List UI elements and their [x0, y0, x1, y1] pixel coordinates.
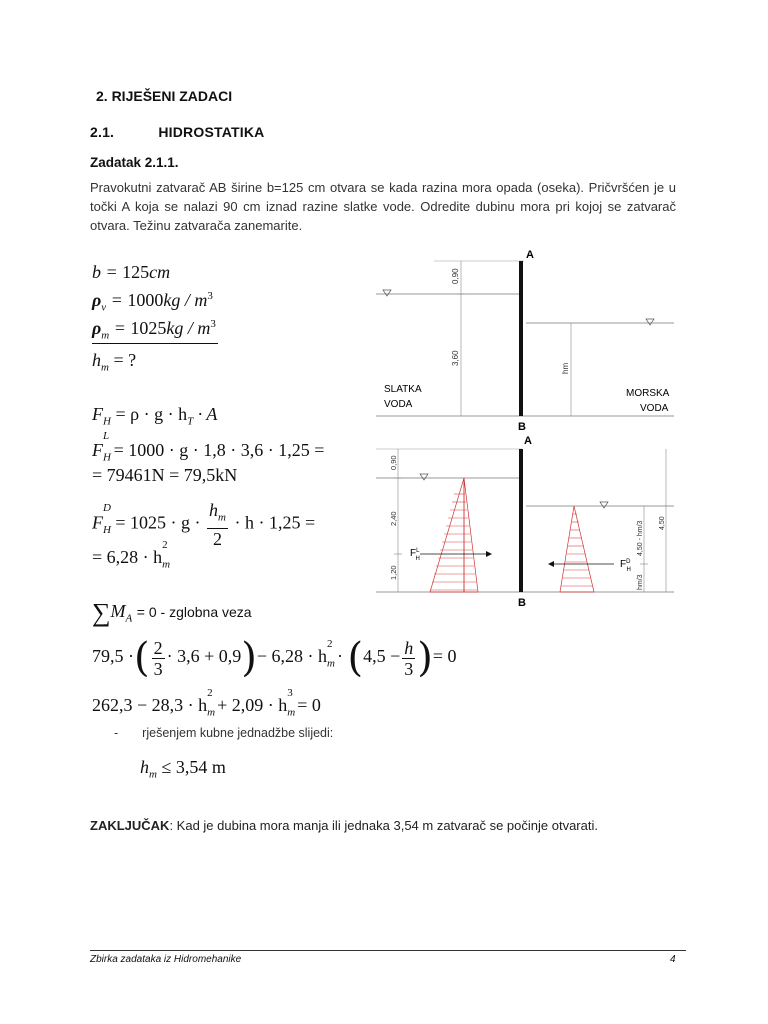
subsection-heading [90, 124, 264, 140]
pressure-diagram-left [464, 478, 478, 592]
eq-fhd-1: $F_H^D = 1025 \cdot g$ · $\frac{h_m}{2}$ · h · 1,25 = [92, 500, 316, 549]
eq-fhl-2: = 79461N = 79,5kN [92, 465, 238, 485]
eq-moment-sum: $\sum M_A = 0$ - zglobna veza [92, 598, 252, 627]
given-rho-m: $\rho_m = 1025kg / m^3$ [92, 318, 216, 342]
pressure-diagram-right [560, 506, 594, 592]
dim-240: 2,40 [389, 511, 398, 526]
conclusion-text: : Kad je dubina mora manja ili jednaka 3,54 m zatvarač se počinje otvarati. [169, 818, 598, 833]
pressure-hatch-right [561, 514, 593, 586]
given-b: b = 125cm [92, 262, 171, 282]
task-title: Zadatak 2.1.1. [90, 155, 179, 170]
dim-090: 0,90 [389, 455, 398, 470]
eq-fhl-1: $F_H^L = 1000 \cdot g \cdot 1,8 \cdot 3,6 \cdot 1,25$ = [92, 430, 325, 464]
water-level-icon [420, 474, 428, 480]
conclusion-label: ZAKLJUČAK [90, 818, 170, 833]
water-level-icon [383, 290, 391, 296]
dim-120: 1,20 [389, 565, 398, 580]
footer-title: Zbirka zadataka iz Hidromehanike [90, 954, 242, 965]
dim-090: 0,90 [451, 268, 460, 284]
water-level-icon [600, 502, 608, 508]
task-text: Pravokutni zatvarač AB širine b=125 cm otvara se kada razina mora opada (oseka). Pričvršćen je u točki A koja se nalazi 90 cm iznad razine slatke vode. Odredite dubinu mora pri kojoj se zatvarač otvara. Težinu zatvarača zanemarite. [90, 180, 676, 233]
given-divider [92, 343, 218, 344]
label-a: A [526, 249, 534, 261]
label-b: B [518, 421, 526, 433]
eq-fhd-2: = $6,28 \cdot h_m^2$ [92, 539, 171, 571]
dim-right-b: hm/3 [637, 574, 644, 590]
force-left-label: $F^L$ H [410, 548, 420, 562]
section-title: 2. RIJEŠENI ZADACI [96, 88, 233, 104]
label-sea-1: MORSKA [626, 388, 670, 399]
conclusion [90, 818, 598, 833]
diagram-gate-top [374, 244, 676, 434]
label-fresh-1: SLATKA [384, 384, 422, 395]
subsection-number: 2.1. [90, 124, 115, 140]
eq-cubic: $262,3 - 28,3 \cdot h_m^2 + 2,09 \cdot h_m^3 = 0$ [92, 687, 321, 719]
page-number: 4 [670, 954, 676, 965]
solution-note: - rješenjem kubne jednadžbe slijedi: [114, 726, 334, 740]
eq-solution: $h_m \le 3,54$ m [140, 757, 226, 781]
given-hm: $h_m$ = ? [92, 350, 137, 374]
label-fresh-2: VODA [384, 399, 413, 410]
force-right-label: $F^D$ H [620, 559, 631, 573]
label-a: A [524, 435, 532, 447]
diagram-pressure-bottom [374, 434, 676, 610]
pressure-hatch-left [430, 486, 477, 590]
footer-divider [90, 950, 686, 951]
dim-hm: hm [561, 362, 570, 374]
dim-360: 3,60 [451, 350, 460, 366]
water-level-icon [646, 319, 654, 325]
eq-fh-general: $F_H = \rho \cdot g \cdot h_T \cdot A$ [92, 404, 218, 428]
dim-right-total: 4,50 [659, 516, 666, 530]
subsection-title: HIDROSTATIKA [158, 124, 265, 140]
label-b: B [518, 597, 526, 609]
dim-right-a: 4,50 - hm/3 [637, 520, 644, 556]
given-rho-v: $\rho_v = 1000kg / m^3$ [92, 290, 213, 314]
label-sea-2: VODA [640, 403, 669, 414]
eq-moment-expanded: 79,5 ·( $\frac{2}{3}$ · $3,6 + 0,9)- 6,28 \cdot h_m^2 \cdot (4,5$ − $\frac{h}{3}$ )= 0 [92, 635, 457, 681]
